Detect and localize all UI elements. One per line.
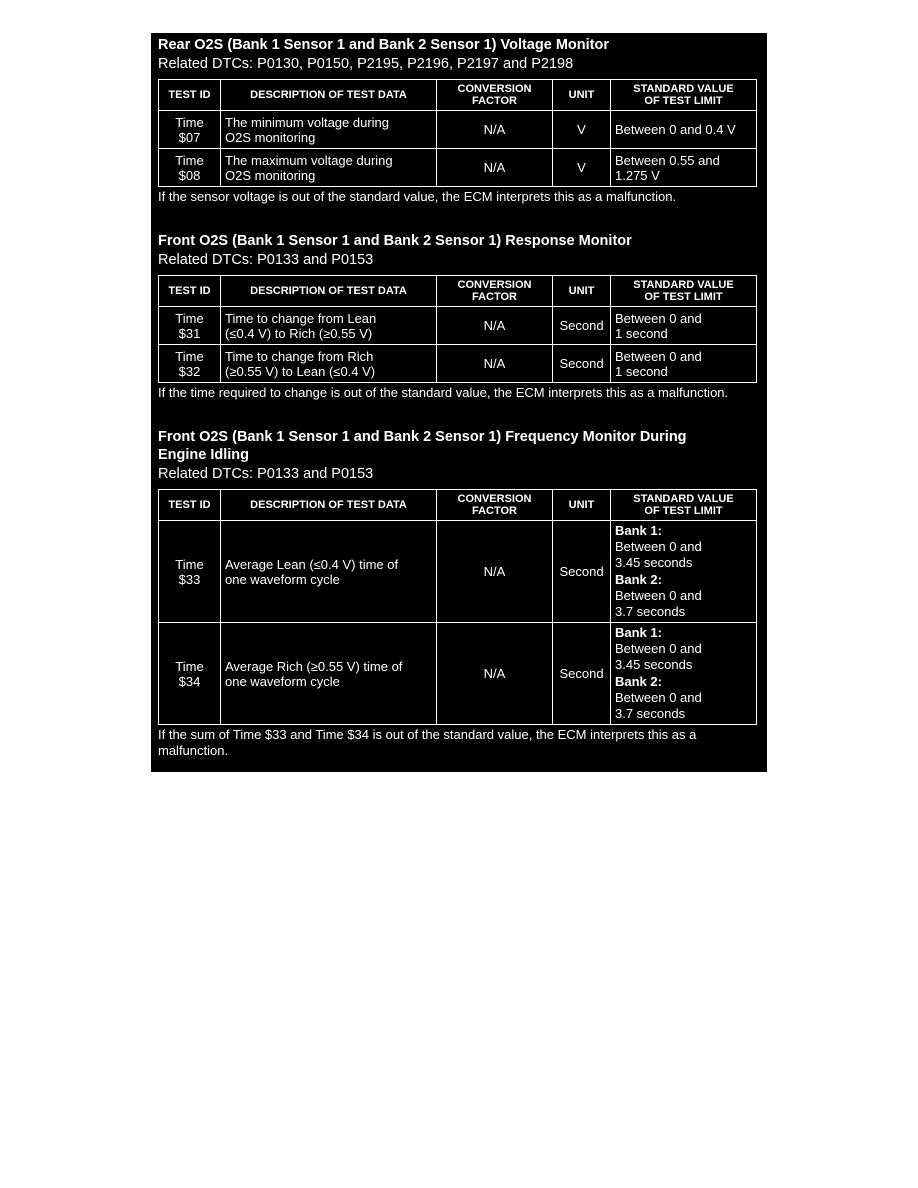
unit-cell: Second bbox=[553, 307, 611, 345]
frequency-monitor-table bbox=[158, 489, 757, 725]
table-row bbox=[159, 111, 757, 149]
standard-value-cell: Between 0 and 0.4 V bbox=[611, 111, 757, 149]
conversion-factor-cell: N/A bbox=[437, 111, 553, 149]
related-dtcs: Related DTCs: P0130, P0150, P2195, P2196, P2197 and P2198 bbox=[158, 56, 574, 72]
test-data-panel bbox=[151, 33, 767, 772]
section-response-monitor bbox=[158, 232, 760, 401]
unit-cell: Second bbox=[553, 345, 611, 383]
header-unit: UNIT bbox=[553, 276, 611, 307]
section-title: Front O2S (Bank 1 Sensor 1 and Bank 2 Sensor 1) Response Monitor bbox=[158, 233, 632, 249]
conversion-factor-cell: N/A bbox=[437, 521, 553, 623]
header-test-id: TEST ID bbox=[159, 490, 221, 521]
header-unit: UNIT bbox=[553, 490, 611, 521]
malfunction-note: If the sensor voltage is out of the standard value, the ECM interprets this as a malfunction. bbox=[158, 189, 677, 204]
header-description: DESCRIPTION OF TEST DATA bbox=[221, 80, 437, 111]
description-cell: Average Lean (≤0.4 V) time of one waveform cycle bbox=[221, 521, 437, 623]
standard-value-cell: Between 0 and 1 second bbox=[611, 307, 757, 345]
test-id-cell: Time $07 bbox=[159, 111, 221, 149]
standard-value-cell: Between 0 and 1 second bbox=[611, 345, 757, 383]
header-description: DESCRIPTION OF TEST DATA bbox=[221, 490, 437, 521]
response-monitor-table bbox=[158, 275, 757, 383]
section-title: Front O2S (Bank 1 Sensor 1 and Bank 2 Sensor 1) Frequency Monitor During Engine Idling bbox=[158, 429, 687, 463]
description-cell: The minimum voltage during O2S monitoring bbox=[221, 111, 437, 149]
section-title: Rear O2S (Bank 1 Sensor 1 and Bank 2 Sensor 1) Voltage Monitor bbox=[158, 37, 609, 53]
standard-value-cell: Bank 1: Between 0 and 3.45 seconds Bank 2: Between 0 and 3.7 seconds bbox=[611, 521, 757, 623]
header-conversion-factor: CONVERSION FACTOR bbox=[437, 80, 553, 111]
conversion-factor-cell: N/A bbox=[437, 345, 553, 383]
table-header-row bbox=[159, 490, 757, 521]
description-cell: Time to change from Lean (≤0.4 V) to Rich (≥0.55 V) bbox=[221, 307, 437, 345]
description-cell: Time to change from Rich (≥0.55 V) to Lean (≤0.4 V) bbox=[221, 345, 437, 383]
test-id-cell: Time $31 bbox=[159, 307, 221, 345]
test-id-cell: Time $34 bbox=[159, 623, 221, 725]
test-id-cell: Time $33 bbox=[159, 521, 221, 623]
voltage-monitor-table bbox=[158, 79, 757, 187]
table-header-row bbox=[159, 276, 757, 307]
header-test-id: TEST ID bbox=[159, 276, 221, 307]
header-conversion-factor: CONVERSION FACTOR bbox=[437, 276, 553, 307]
standard-value-cell: Bank 1: Between 0 and 3.45 seconds Bank 2: Between 0 and 3.7 seconds bbox=[611, 623, 757, 725]
test-id-cell: Time $08 bbox=[159, 149, 221, 187]
header-description: DESCRIPTION OF TEST DATA bbox=[221, 276, 437, 307]
conversion-factor-cell: N/A bbox=[437, 307, 553, 345]
standard-value-cell: Between 0.55 and 1.275 V bbox=[611, 149, 757, 187]
conversion-factor-cell: N/A bbox=[437, 623, 553, 725]
table-row bbox=[159, 345, 757, 383]
section-frequency-monitor bbox=[158, 428, 760, 758]
header-standard-value: STANDARD VALUE OF TEST LIMIT bbox=[611, 490, 757, 521]
unit-cell: Second bbox=[553, 623, 611, 725]
description-cell: The maximum voltage during O2S monitoring bbox=[221, 149, 437, 187]
table-row bbox=[159, 623, 757, 725]
related-dtcs: Related DTCs: P0133 and P0153 bbox=[158, 466, 374, 482]
header-test-id: TEST ID bbox=[159, 80, 221, 111]
header-standard-value: STANDARD VALUE OF TEST LIMIT bbox=[611, 276, 757, 307]
table-row bbox=[159, 307, 757, 345]
unit-cell: V bbox=[553, 111, 611, 149]
test-id-cell: Time $32 bbox=[159, 345, 221, 383]
header-unit: UNIT bbox=[553, 80, 611, 111]
section-voltage-monitor bbox=[158, 33, 760, 205]
unit-cell: Second bbox=[553, 521, 611, 623]
header-standard-value: STANDARD VALUE OF TEST LIMIT bbox=[611, 80, 757, 111]
header-conversion-factor: CONVERSION FACTOR bbox=[437, 490, 553, 521]
conversion-factor-cell: N/A bbox=[437, 149, 553, 187]
table-row bbox=[159, 149, 757, 187]
malfunction-note: If the time required to change is out of the standard value, the ECM interprets this as a malfunction. bbox=[158, 385, 729, 400]
malfunction-note: If the sum of Time $33 and Time $34 is out of the standard value, the ECM interprets this as a malfunction. bbox=[158, 727, 697, 758]
table-row bbox=[159, 521, 757, 623]
related-dtcs: Related DTCs: P0133 and P0153 bbox=[158, 252, 374, 268]
table-header-row bbox=[159, 80, 757, 111]
description-cell: Average Rich (≥0.55 V) time of one waveform cycle bbox=[221, 623, 437, 725]
unit-cell: V bbox=[553, 149, 611, 187]
